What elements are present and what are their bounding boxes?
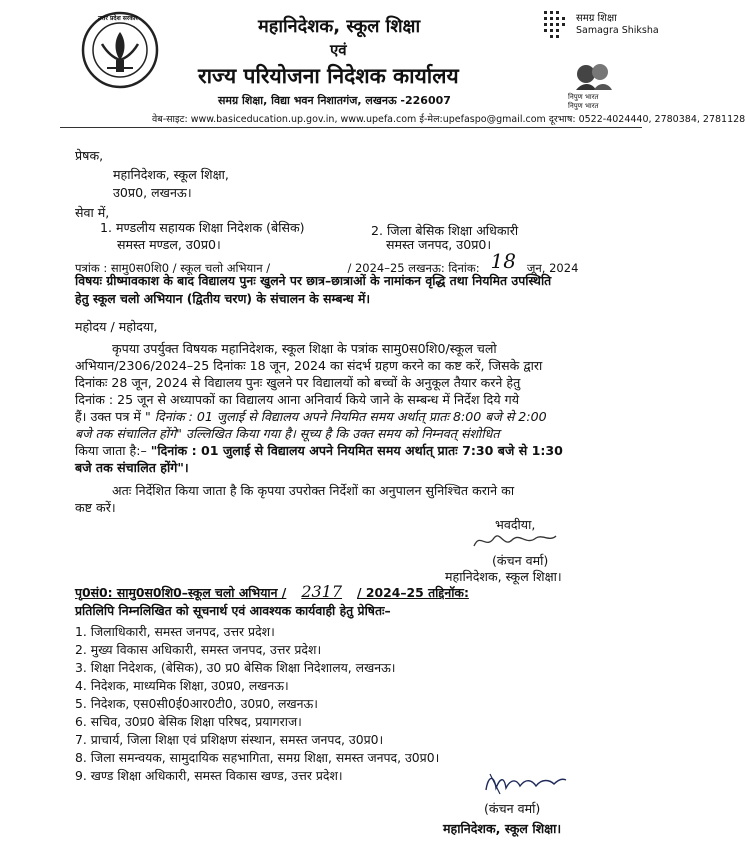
copy-list-item: 4. निदेशक, माध्यमिक शिक्षा, उ0प्र0, लखनऊ।	[75, 678, 289, 693]
ref-prefix: पत्रांक : सामु0स0शि0 / स्कूल चलो अभियान /	[75, 261, 271, 275]
signature-2	[480, 768, 570, 798]
copy-list-item: 5. निदेशक, एस0सी0ई0आर0टी0, उ0प्र0, लखनऊ।	[75, 696, 318, 711]
header-title-line3: राज्य परियोजना निदेशक कार्यालय	[198, 64, 459, 88]
subject-line1: विषयः ग्रीष्मावकाश के बाद विद्यालय पुनः खुलने पर छात्र–छात्राओं के नामांकन वृद्धि तथा नियमित उपस्थिति	[75, 273, 552, 288]
signoff-name: (कंचन वर्मा)	[492, 553, 549, 568]
recipient-2-line1: 2. जिला बेसिक शिक्षा अधिकारी	[371, 223, 519, 238]
para1-line2: अभियान/2306/2024–25 दिनांकः 18 जून, 2024 का संदर्भ ग्रहण करने का कष्ट करें, जिसके द्वारा	[75, 358, 543, 373]
copy-list-item: 8. जिला समन्वयक, सामुदायिक सहभागिता, समग्र शिक्षा, समस्त जनपद, उ0प्र0।	[75, 750, 440, 765]
recipient-1-line1: 1. मण्डलीय सहायक शिक्षा निदेशक (बेसिक)	[100, 220, 305, 235]
para1-line1: कृपया उपर्युक्त विषयक महानिदेशक, स्कूल शिक्षा के पत्रांक सामु0स0शि0/स्कूल चलो	[112, 341, 497, 356]
header-title-line2: एवं	[330, 41, 347, 59]
copy-list-item: 6. सचिव, उ0प्र0 बेसिक शिक्षा परिषद, प्रयागराज।	[75, 714, 302, 729]
samagra-shiksha-logo	[540, 8, 660, 42]
para1-line7-a: किया जाता है:–	[75, 443, 147, 458]
sender-label: प्रेषक,	[75, 148, 104, 163]
para1-line6-b: उल्लिखित किया गया है। सूच्य है कि उक्त समय को निम्नवत् संशोधित	[186, 426, 500, 441]
emblem-text: उत्तर प्रदेश सरकार	[98, 15, 138, 22]
para1-line8: बजे तक संचालित होंगे"।	[75, 460, 189, 475]
salutation: महोदय / महोदया,	[75, 319, 158, 334]
sender-place: उ0प्र0, लखनऊ।	[113, 185, 192, 200]
samagra-hindi: समग्र शिक्षा	[576, 13, 617, 24]
final-sign-name: (कंचन वर्मा)	[484, 801, 541, 816]
signature-1	[470, 528, 560, 554]
final-sign-designation: महानिदेशक, स्कूल शिक्षा।	[443, 821, 562, 836]
copy-heading: प्रतिलिपि निम्नलिखित को सूचनार्थ एवं आवश्यक कार्यवाही हेतु प्रेषितः–	[75, 603, 391, 618]
copy-list-item: 2. मुख्य विकास अधिकारी, समस्त जनपद, उत्तर प्रदेश।	[75, 642, 322, 657]
endorsement-suffix: / 2024–25 तद्दिनॉक:	[357, 585, 469, 600]
header-divider	[60, 127, 642, 128]
para1-line7	[75, 442, 563, 459]
recipient-2-line2: समस्त जनपद, उ0प्र0।	[386, 237, 492, 252]
nipun-hindi-line1: निपुण भारत	[568, 93, 599, 101]
closing: भवदीया,	[495, 517, 536, 532]
ref-handwritten-day: 18	[490, 249, 516, 273]
para1-line5	[75, 408, 547, 425]
header-web-line: वेब-साइट: www.basiceducation.up.gov.in, www.upefa.com ई-मेल:upefaspo@gmail.com दूरभाष: 0522-4024440, 2780384, 2781128	[152, 114, 745, 125]
ref-middle: / 2024–25 लखनऊ: दिनांक:	[347, 261, 480, 275]
subject-line2: हेतु स्कूल चलो अभियान (द्वितीय चरण) के संचालन के सम्बन्ध में।	[75, 291, 371, 306]
ref-suffix: जून, 2024	[526, 261, 579, 275]
nipun-hindi-line2: निपुण भारत	[568, 102, 599, 110]
para1-line3: दिनांकः 28 जून, 2024 से विद्यालय पुनः खुलने पर विद्यालयों को बच्चों के अनुकूल तैयार करने हेतु	[75, 375, 521, 390]
copy-list-item: 3. शिक्षा निदेशक, (बेसिक), उ0 प्र0 बेसिक शिक्षा निदेशालय, लखनऊ।	[75, 660, 396, 675]
para1-line4: दिनांक : 25 जून से अध्यापकों का विद्यालय आना अनिवार्य किये जाने के सम्बन्ध में निर्देश दिये गये	[75, 392, 520, 407]
para1-line6-quote: बजे तक संचालित होंगे"	[75, 426, 182, 441]
para2-line2: कष्ट करें।	[75, 500, 116, 515]
sender-name: महानिदेशक, स्कूल शिक्षा,	[113, 167, 229, 182]
para2-line1: अतः निर्देशित किया जाता है कि कृपया उपरोक्त निर्देशों का अनुपालन सुनिश्चित कराने का	[112, 483, 515, 498]
copy-list-item: 9. खण्ड शिक्षा अधिकारी, समस्त विकास खण्ड, उत्तर प्रदेश।	[75, 768, 343, 783]
copy-list-item: 1. जिलाधिकारी, समस्त जनपद, उत्तर प्रदेश।	[75, 624, 275, 639]
endorsement-handwritten-number: 2317	[301, 582, 343, 601]
up-government-emblem	[80, 10, 160, 90]
endorsement-prefix: पृ0सं0: सामु0स0शि0–स्कूल चलो अभियान /	[75, 585, 287, 600]
samagra-english: Samagra Shiksha	[576, 25, 659, 36]
nipun-bharat-logo	[560, 60, 630, 112]
recipient-1-line2: समस्त मण्डल, उ0प्र0।	[117, 237, 221, 252]
header-address: समग्र शिक्षा, विद्या भवन निशातगंज, लखनऊ -226007	[218, 94, 451, 107]
signoff-designation: महानिदेशक, स्कूल शिक्षा।	[445, 569, 562, 584]
para1-line7-bold: "दिनांक : 01 जुलाई से विद्यालय अपने नियमित समय अर्थात् प्रातः 7:30 बजे से 1:30	[150, 443, 563, 458]
para1-line6	[75, 425, 500, 442]
para1-line5-a: हैं। उक्त पत्र में	[75, 409, 141, 424]
para1-line5-quote: " दिनांक : 01 जुलाई से विद्यालय अपने नियमित समय अर्थात् प्रातः 8:00 बजे से 2:00	[144, 409, 547, 424]
copy-list-item: 7. प्राचार्य, जिला शिक्षा एवं प्रशिक्षण संस्थान, समस्त जनपद, उ0प्र0।	[75, 732, 384, 747]
recipients-label: सेवा में,	[75, 205, 110, 220]
header-title-line1: महानिदेशक, स्कूल शिक्षा	[258, 16, 421, 37]
endorsement-reference	[75, 582, 469, 601]
